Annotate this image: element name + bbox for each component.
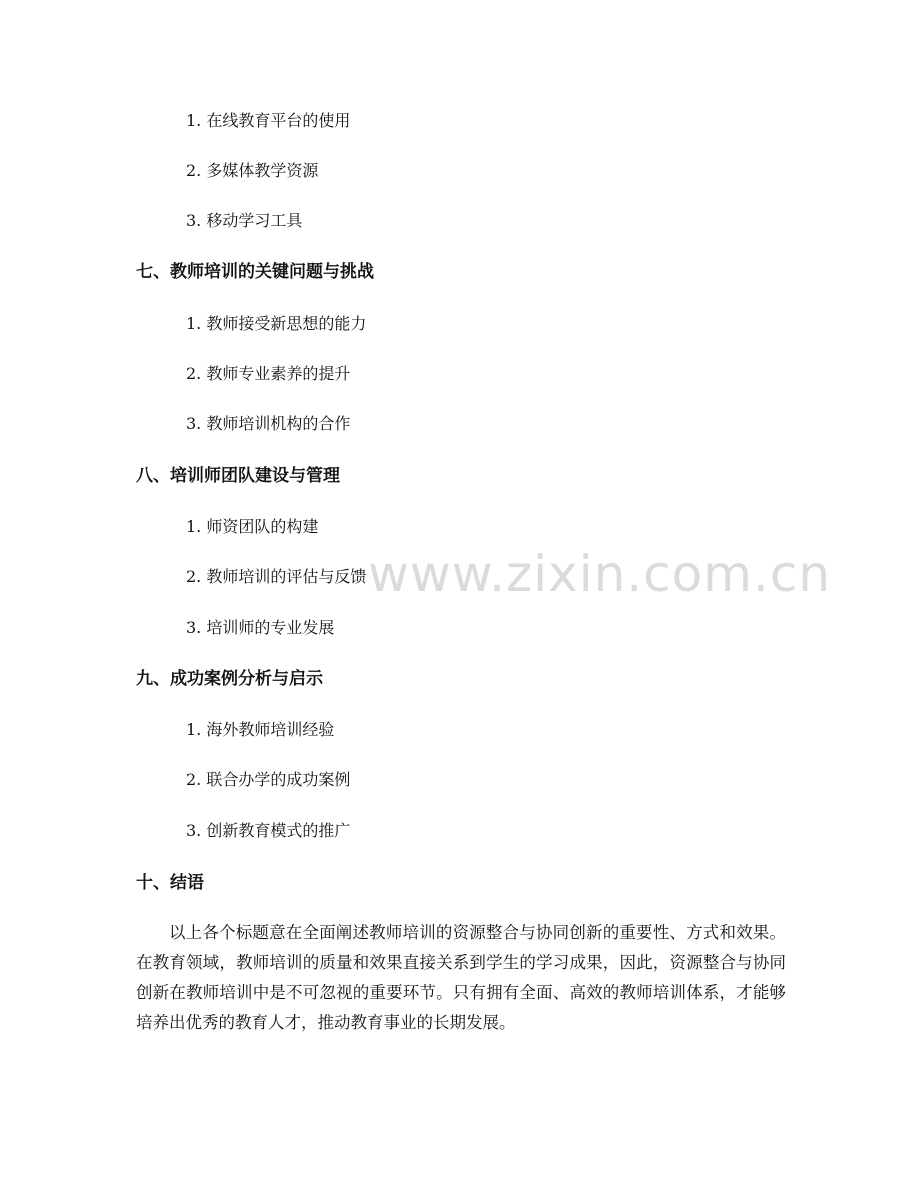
conclusion-paragraph: 以上各个标题意在全面阐述教师培训的资源整合与协同创新的重要性、方式和效果。在教育领域，教师培训的质量和效果直接关系到学生的学习成果，因此，资源整合与协同创新在教师培训中是不可忽视的重要环节。只有拥有全面、高效的教师培训体系，才能够培养出优秀的教育人才，推动教育事业的长期发展。 bbox=[136, 923, 786, 1032]
list-item: 3. 移动学习工具 bbox=[186, 211, 303, 230]
list-item: 1. 教师接受新思想的能力 bbox=[186, 314, 367, 333]
list-item: 2. 教师培训的评估与反馈 bbox=[186, 567, 367, 586]
section-heading: 十、结语 bbox=[136, 873, 204, 893]
section-heading: 七、教师培训的关键问题与挑战 bbox=[136, 262, 374, 282]
section-heading: 八、培训师团队建设与管理 bbox=[136, 466, 340, 486]
list-item: 3. 培训师的专业发展 bbox=[186, 618, 335, 637]
list-item: 1. 在线教育平台的使用 bbox=[186, 111, 351, 130]
list-item: 1. 海外教师培训经验 bbox=[186, 720, 335, 739]
list-item: 1. 师资团队的构建 bbox=[186, 517, 319, 536]
watermark: www.zixin.com.cn bbox=[368, 545, 832, 603]
section-heading: 九、成功案例分析与启示 bbox=[136, 669, 323, 689]
list-item: 3. 创新教育模式的推广 bbox=[186, 821, 351, 840]
list-item: 2. 教师专业素养的提升 bbox=[186, 364, 351, 383]
list-item: 3. 教师培训机构的合作 bbox=[186, 414, 351, 433]
list-item: 2. 多媒体教学资源 bbox=[186, 161, 319, 180]
list-item: 2. 联合办学的成功案例 bbox=[186, 770, 351, 789]
